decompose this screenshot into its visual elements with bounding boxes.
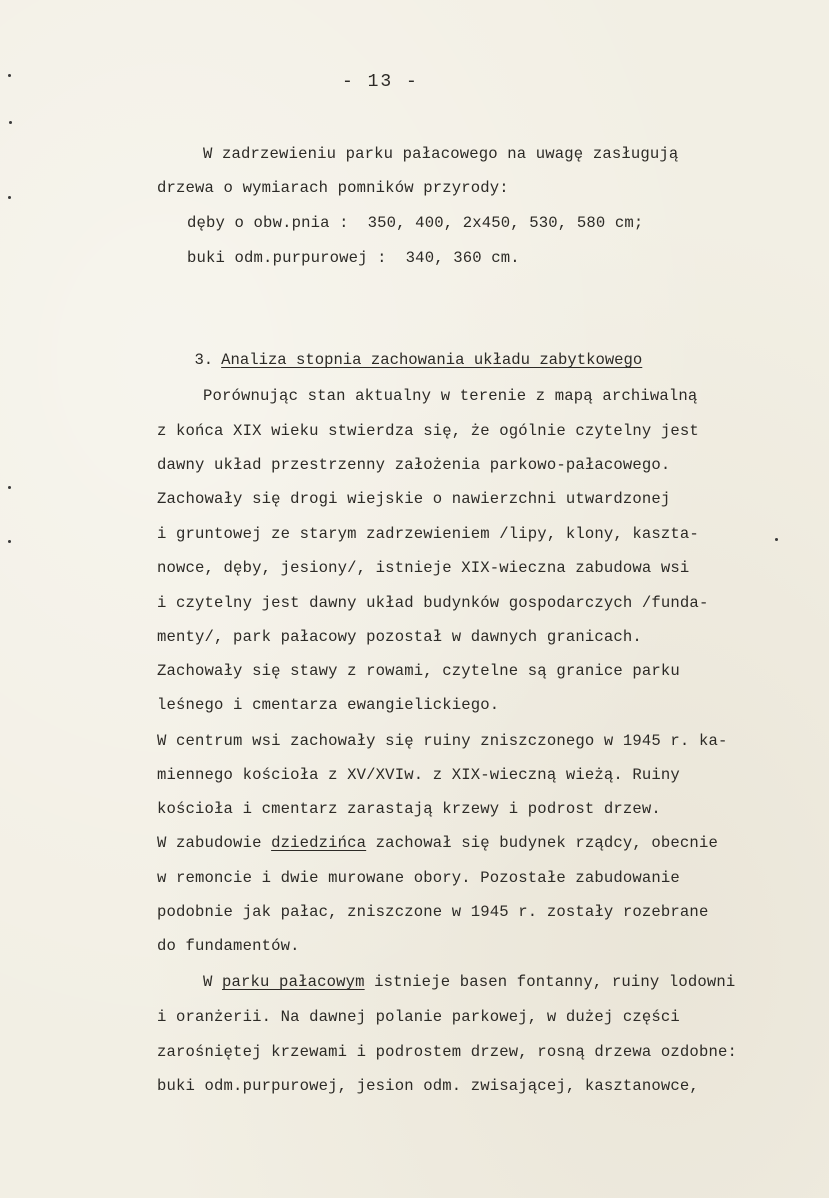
text-line: i oranżerii. Na dawnej polanie parkowej, w dużej części (157, 1008, 680, 1026)
underlined-term: parku pałacowym (222, 973, 365, 991)
text-line: drzewa o wymiarach pomników przyrody: (157, 179, 509, 197)
text-line: i gruntowej ze starym zadrzewieniem /lipy, klony, kaszta- (157, 525, 699, 543)
text-line: Zachowały się stawy z rowami, czytelne są granice parku (157, 662, 680, 680)
text-line: Zachowały się drogi wiejskie o nawierzchni utwardzonej (157, 490, 671, 508)
margin-speck (775, 538, 778, 541)
text-line: z końca XIX wieku stwierdza się, że ogólnie czytelny jest (157, 422, 699, 440)
text-segment: W zabudowie (157, 834, 272, 852)
text-line (157, 833, 718, 853)
margin-speck (8, 486, 11, 489)
text-line (203, 972, 735, 992)
margin-speck (9, 121, 12, 124)
section-title: Analiza stopnia zachowania układu zabytkowego (221, 351, 643, 369)
text-segment: W (203, 973, 223, 991)
text-line: podobnie jak pałac, zniszczone w 1945 r. zostały rozebrane (157, 903, 709, 921)
text-line: dęby o obw.pnia : 350, 400, 2x450, 530, 580 cm; (187, 214, 644, 232)
text-line: nowce, dęby, jesiony/, istnieje XIX-wieczna zabudowa wsi (157, 559, 690, 577)
text-line: w remoncie i dwie murowane obory. Pozostałe zabudowanie (157, 869, 680, 887)
margin-speck (8, 540, 11, 543)
underlined-term: dziedzińca (271, 834, 367, 852)
text-line: kościoła i cmentarz zarastają krzewy i podrost drzew. (157, 800, 661, 818)
text-line: do fundamentów. (157, 937, 300, 955)
text-line: dawny układ przestrzenny założenia parkowo-pałacowego. (157, 456, 671, 474)
text-line: W zadrzewieniu parku pałacowego na uwagę zasługują (203, 145, 679, 163)
section-heading (157, 330, 642, 390)
text-segment: istnieje basen fontanny, ruiny lodowni (364, 973, 736, 991)
page-number: - 13 - (342, 72, 419, 92)
text-line: buki odm.purpurowej, jesion odm. zwisającej, kasztanowce, (157, 1077, 699, 1095)
text-line: leśnego i cmentarza ewangielickiego. (157, 696, 500, 714)
margin-speck (8, 196, 11, 199)
text-line: W centrum wsi zachowały się ruiny zniszczonego w 1945 r. ka- (157, 732, 728, 750)
text-line: Porównując stan aktualny w terenie z mapą archiwalną (203, 387, 698, 405)
text-line: miennego kościoła z XV/XVIw. z XIX-wieczną wieżą. Ruiny (157, 766, 680, 784)
margin-speck (8, 74, 11, 77)
text-line: menty/, park pałacowy pozostał w dawnych granicach. (157, 628, 642, 646)
section-number: 3. (194, 351, 214, 369)
text-line: zarośniętej krzewami i podrostem drzew, rosną drzewa ozdobne: (157, 1043, 737, 1061)
text-line: i czytelny jest dawny układ budynków gospodarczych /funda- (157, 594, 709, 612)
text-line: buki odm.purpurowej : 340, 360 cm. (187, 249, 520, 267)
text-segment: zachował się budynek rządcy, obecnie (366, 834, 718, 852)
